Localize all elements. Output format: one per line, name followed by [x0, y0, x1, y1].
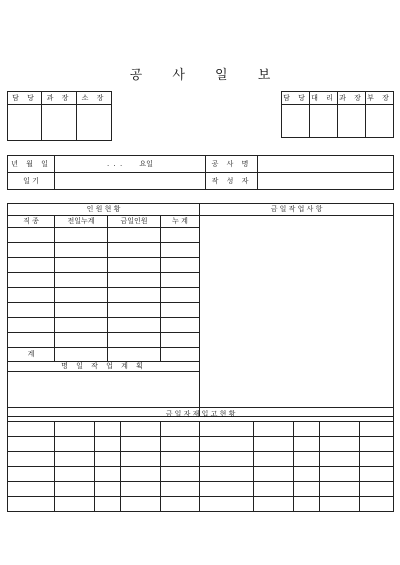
materials-cell[interactable]	[121, 497, 161, 512]
manpower-header-cumulative: 누 계	[161, 216, 200, 228]
approval-box-right	[281, 91, 394, 138]
signature-cell[interactable]	[8, 105, 42, 141]
materials-cell[interactable]	[200, 467, 254, 482]
manpower-total-label: 계	[8, 348, 55, 362]
materials-cell[interactable]	[8, 467, 55, 482]
manpower-cell[interactable]	[55, 288, 108, 303]
materials-title: 금 일 자 재 입 고 현 황	[8, 408, 394, 422]
materials-cell[interactable]	[55, 467, 95, 482]
weekday-suffix: 요일	[139, 159, 153, 168]
info-table	[7, 155, 394, 190]
materials-cell[interactable]	[8, 422, 55, 437]
today-work-area[interactable]	[200, 216, 394, 417]
materials-cell[interactable]	[8, 437, 55, 452]
manpower-cell[interactable]	[161, 243, 200, 258]
materials-cell[interactable]	[320, 437, 360, 452]
manpower-cell[interactable]	[161, 303, 200, 318]
materials-cell[interactable]	[55, 482, 95, 497]
materials-cell[interactable]	[121, 437, 161, 452]
materials-cell[interactable]	[8, 497, 55, 512]
manpower-cell[interactable]	[108, 243, 161, 258]
signature-cell[interactable]	[77, 105, 112, 141]
materials-cell[interactable]	[294, 467, 320, 482]
manpower-header-today: 금일인원	[108, 216, 161, 228]
manpower-cell[interactable]	[108, 258, 161, 273]
materials-cell[interactable]	[360, 437, 394, 452]
date-value: . . .	[107, 159, 124, 168]
materials-cell[interactable]	[121, 452, 161, 467]
materials-cell[interactable]	[95, 452, 121, 467]
materials-cell[interactable]	[161, 422, 200, 437]
manpower-cell[interactable]	[161, 273, 200, 288]
materials-cell[interactable]	[95, 482, 121, 497]
manpower-cell[interactable]	[55, 333, 108, 348]
manpower-cell[interactable]	[8, 243, 55, 258]
manpower-total-cell[interactable]	[55, 348, 108, 362]
manpower-cell[interactable]	[55, 318, 108, 333]
manpower-cell[interactable]	[8, 228, 55, 243]
materials-cell[interactable]	[360, 467, 394, 482]
signature-cell[interactable]	[338, 105, 366, 138]
manpower-cell[interactable]	[161, 318, 200, 333]
date-field[interactable]	[55, 156, 206, 173]
materials-cell[interactable]	[360, 422, 394, 437]
materials-cell[interactable]	[200, 422, 254, 437]
work-section-table	[7, 203, 394, 417]
materials-cell[interactable]	[254, 497, 294, 512]
manpower-cell[interactable]	[55, 228, 108, 243]
approval-left-header-0: 담 당	[8, 92, 42, 105]
manpower-header-trade: 직 종	[8, 216, 55, 228]
materials-cell[interactable]	[254, 437, 294, 452]
materials-cell[interactable]	[95, 467, 121, 482]
manpower-cell[interactable]	[108, 303, 161, 318]
manpower-cell[interactable]	[161, 228, 200, 243]
materials-cell[interactable]	[360, 497, 394, 512]
approval-left-header-1: 과 장	[42, 92, 77, 105]
materials-cell[interactable]	[254, 452, 294, 467]
manpower-cell[interactable]	[8, 303, 55, 318]
materials-cell[interactable]	[121, 467, 161, 482]
manpower-cell[interactable]	[161, 333, 200, 348]
page-title: 공 사 일 보	[129, 68, 284, 83]
materials-cell[interactable]	[320, 452, 360, 467]
materials-cell[interactable]	[200, 482, 254, 497]
approval-right-header-0: 담 당	[282, 92, 310, 105]
materials-cell[interactable]	[294, 422, 320, 437]
materials-cell[interactable]	[55, 437, 95, 452]
materials-cell[interactable]	[200, 452, 254, 467]
signature-cell[interactable]	[310, 105, 338, 138]
manpower-cell[interactable]	[108, 333, 161, 348]
weather-field[interactable]	[55, 173, 206, 190]
materials-cell[interactable]	[8, 452, 55, 467]
manpower-cell[interactable]	[108, 273, 161, 288]
materials-cell[interactable]	[8, 482, 55, 497]
weather-label: 일 기	[8, 173, 55, 190]
materials-cell[interactable]	[294, 482, 320, 497]
materials-cell[interactable]	[320, 497, 360, 512]
project-name-label: 공 사 명	[206, 156, 258, 173]
materials-cell[interactable]	[121, 422, 161, 437]
materials-cell[interactable]	[55, 452, 95, 467]
manpower-cell[interactable]	[8, 333, 55, 348]
manpower-cell[interactable]	[108, 288, 161, 303]
manpower-header-prev-total: 전일누계	[55, 216, 108, 228]
materials-cell[interactable]	[55, 497, 95, 512]
materials-cell[interactable]	[55, 422, 95, 437]
materials-cell[interactable]	[294, 497, 320, 512]
manpower-total-cell[interactable]	[161, 348, 200, 362]
approval-left-header-2: 소 장	[77, 92, 112, 105]
materials-cell[interactable]	[320, 467, 360, 482]
manpower-cell[interactable]	[8, 318, 55, 333]
materials-cell[interactable]	[200, 497, 254, 512]
materials-cell[interactable]	[161, 482, 200, 497]
approval-right-header-1: 대 리	[310, 92, 338, 105]
manpower-cell[interactable]	[8, 258, 55, 273]
materials-cell[interactable]	[161, 497, 200, 512]
materials-cell[interactable]	[320, 482, 360, 497]
materials-cell[interactable]	[161, 467, 200, 482]
project-name-field[interactable]	[258, 156, 394, 173]
manpower-total-cell[interactable]	[108, 348, 161, 362]
materials-cell[interactable]	[320, 422, 360, 437]
author-label: 작 성 자	[206, 173, 258, 190]
materials-cell[interactable]	[294, 437, 320, 452]
signature-cell[interactable]	[42, 105, 77, 141]
materials-cell[interactable]	[161, 437, 200, 452]
manpower-cell[interactable]	[108, 228, 161, 243]
signature-cell[interactable]	[366, 105, 394, 138]
manpower-cell[interactable]	[55, 273, 108, 288]
date-label: 년 월 일	[8, 156, 55, 173]
manpower-cell[interactable]	[8, 273, 55, 288]
today-work-title: 금 일 작 업 사 항	[200, 204, 394, 216]
manpower-cell[interactable]	[55, 258, 108, 273]
manpower-title: 인 원 현 황	[8, 204, 200, 216]
manpower-cell[interactable]	[108, 318, 161, 333]
approval-box-left	[7, 91, 112, 141]
manpower-cell[interactable]	[55, 243, 108, 258]
materials-cell[interactable]	[294, 452, 320, 467]
approval-right-header-2: 과 장	[338, 92, 366, 105]
materials-cell[interactable]	[360, 482, 394, 497]
manpower-cell[interactable]	[8, 288, 55, 303]
materials-cell[interactable]	[200, 437, 254, 452]
materials-cell[interactable]	[161, 452, 200, 467]
materials-cell[interactable]	[254, 482, 294, 497]
approval-right-header-3: 부 장	[366, 92, 394, 105]
manpower-cell[interactable]	[161, 258, 200, 273]
author-field[interactable]	[258, 173, 394, 190]
manpower-cell[interactable]	[55, 303, 108, 318]
manpower-cell[interactable]	[161, 288, 200, 303]
signature-cell[interactable]	[282, 105, 310, 138]
tomorrow-plan-title: 명 일 작 업 계 획	[8, 362, 200, 372]
materials-cell[interactable]	[95, 422, 121, 437]
materials-table	[7, 407, 394, 512]
materials-cell[interactable]	[121, 482, 161, 497]
materials-cell[interactable]	[95, 497, 121, 512]
materials-cell[interactable]	[254, 467, 294, 482]
materials-cell[interactable]	[254, 422, 294, 437]
materials-cell[interactable]	[360, 452, 394, 467]
materials-cell[interactable]	[95, 437, 121, 452]
